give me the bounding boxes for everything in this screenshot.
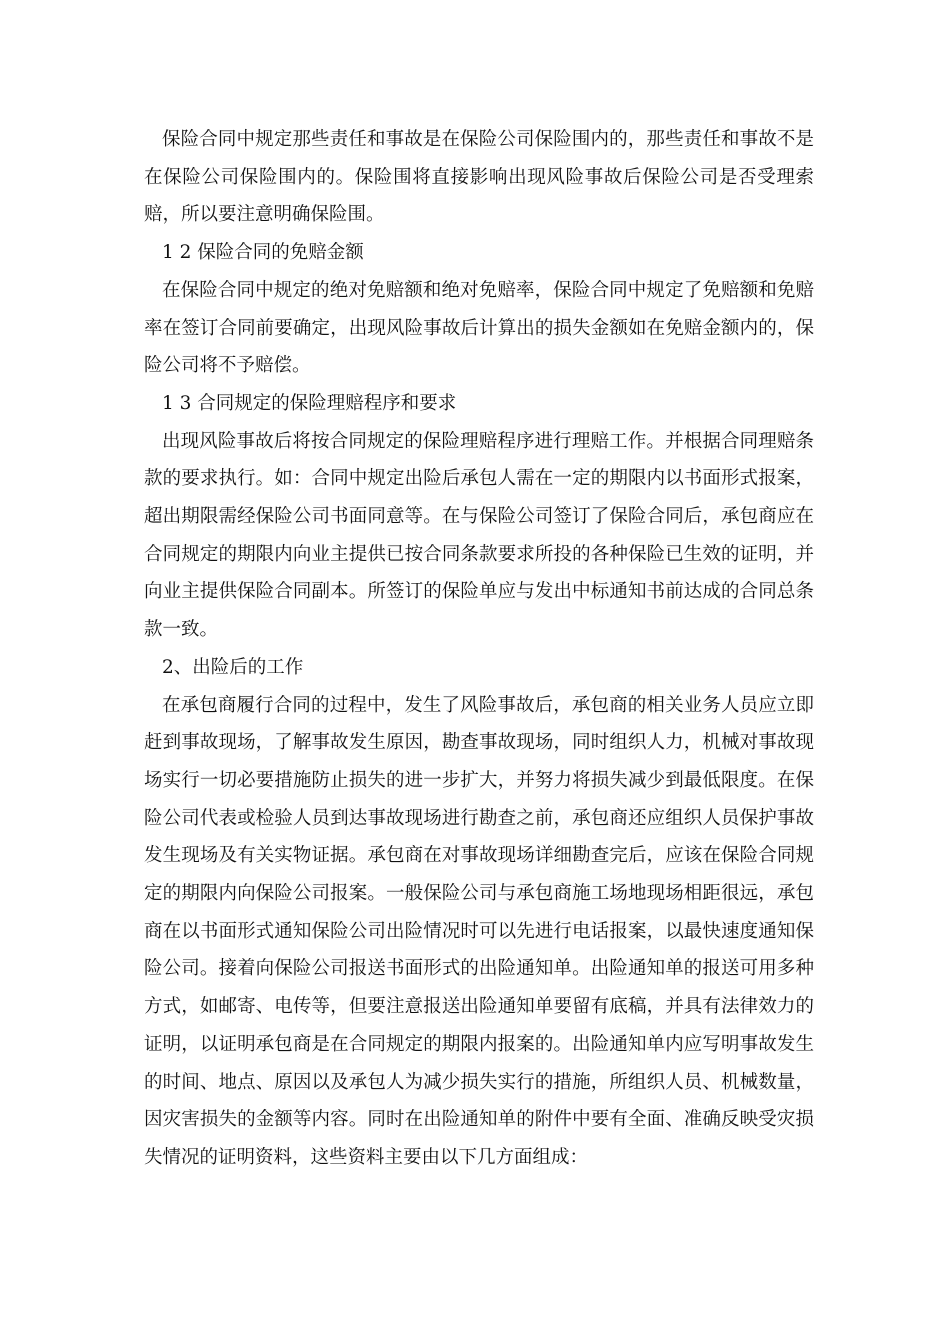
paragraph-deductible: 在保险合同中规定的绝对免赔额和绝对免赔率，保险合同中规定了免赔额和免赔率在签订合同前要确定，出现风险事故后计算出的损失金额如在免赔金额内的，保险公司将不予赔偿。	[144, 279, 814, 377]
paragraph-post-incident-work: 在承包商履行合同的过程中，发生了风险事故后，承包商的相关业务人员应立即赶到事故现场，了解事故发生原因，勘查事故现场，同时组织人力，机械对事故现场实行一切必要措施防止损失的进一步扩大，并努力将损失减少到最低限度。在保险公司代表或检验人员到达事故现场进行勘查之前，承包商还应组织人员保护事故发生现场及有关实物证据。承包商在对事故现场详细勘查完后，应该在保险合同规定的期限内向保险公司报案。一般保险公司与承包商施工场地现场相距很远，承包商在以书面形式通知保险公司出险情况时可以先进行电话报案，以最快速度通知保险公司。接着向保险公司报送书面形式的出险通知单。出险通知单的报送可用多种方式，如邮寄、电传等，但要注意报送出险通知单要留有底稿，并具有法律效力的证明，以证明承包商是在合同规定的期限内报案的。出险通知单内应写明事故发生的时间、地点、原因以及承包人为减少损失实行的措施，所组织人员、机械数量，因灾害损失的金额等内容。同时在出险通知单的附件中要有全面、准确反映受灾损失情况的证明资料，这些资料主要由以下几方面组成：	[144, 694, 814, 1168]
paragraph-claim-procedure: 出现风险事故后将按合同规定的保险理赔程序进行理赔工作。并根据合同理赔条款的要求执行。如：合同中规定出险后承包人需在一定的期限内以书面形式报案，超出期限需经保险公司书面同意等。在与保险公司签订了保险合同后，承包商应在合同规定的期限内向业主提供已按合同条款要求所投的各种保险已生效的证明，并向业主提供保险合同副本。所签订的保险单应与发出中标通知书前达成的合同总条款一致。	[144, 430, 814, 641]
paragraph-insurance-scope: 保险合同中规定那些责任和事故是在保险公司保险围内的，那些责任和事故不是在保险公司保险围内的。保险围将直接影响出现风险事故后保险公司是否受理索赔，所以要注意明确保险围。	[144, 129, 814, 226]
section-heading-1-3: 1 3 合同规定的保险理赔程序和要求	[162, 392, 457, 414]
section-heading-2: 2、出险后的工作	[162, 656, 304, 678]
section-heading-1-2: 1 2 保险合同的免赔金额	[162, 242, 364, 264]
document-body	[144, 121, 814, 1177]
